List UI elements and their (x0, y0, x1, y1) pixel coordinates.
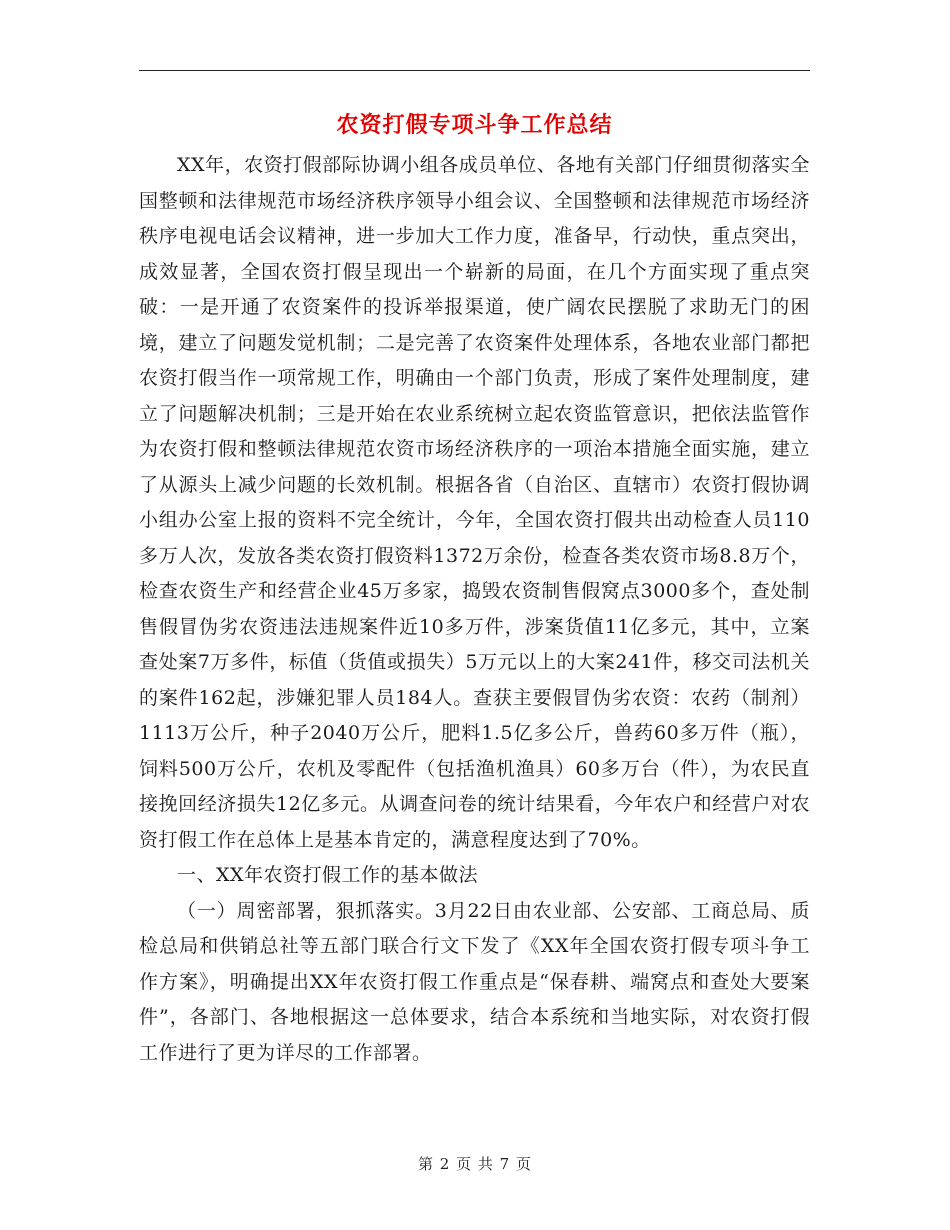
section-heading: 一、XX年农资打假工作的基本做法 (177, 864, 479, 886)
document-title: 农资打假专项斗争工作总结 (336, 112, 613, 138)
paragraph-summary: XX年，农资打假部际协调小组各成员单位、各地有关部门仔细贯彻落实全国整顿和法律规范市场经济秩序领导小组会议、全国整顿和法律规范市场经济秩序电视电话会议精神，进一步加大工作力度，准备早，行动快，重点突出，成效显著，全国农资打假呈现出一个崭新的局面，在几个方面实现了重点突破：一是开通了农资案件的投诉举报渠道，使广阔农民摆脱了求助无门的困境，建立了问题发觉机制；二是完善了农资案件处理体系，各地农业部门都把农资打假当作一项常规工作，明确由一个部门负责，形成了案件处理制度，建立了问题解决机制；三是开始在农业系统树立起农资监管意识，把依法监管作为农资打假和整顿法律规范农资市场经济秩序的一项治本措施全面实施，建立了从源头上减少问题的长效机制。根据各省（自治区、直辖市）农资打假协调小组办公室上报的资料不完全统计，今年，全国农资打假共出动检查人员110多万人次，发放各类农资打假资料1372万余份，检查各类农资市场8.8万个，检查农资生产和经营企业45万多家，捣毁农资制售假窝点3000多个，查处制售假冒伪劣农资违法违规案件近10多万件，涉案货值11亿多元，其中，立案查处案7万多件，标值（货值或损失）5万元以上的大案241件，移交司法机关的案件162起，涉嫌犯罪人员184人。查获主要假冒伪劣农资：农药（制剂）1113万公斤，种子2040万公斤，肥料1.5亿多公斤，兽药60多万件（瓶），饲料500万公斤，农机及零配件（包括渔机渔具）60多万台（件），为农民直接挽回经济损失12亿多元。从调查问卷的统计结果看，今年农户和经营户对农资打假工作在总体上是基本肯定的，满意程度达到了70%。 (139, 154, 810, 851)
page-footer: 第 2 页 共 7 页 (418, 1155, 532, 1173)
paragraph-deployment: （一）周密部署，狠抓落实。3月22日由农业部、公安部、工商总局、质检总局和供销总社等五部门联合行文下发了《XX年全国农资打假专项斗争工作方案》，明确提出XX年农资打假工作重点是“保春耕、端窝点和查处大要案件”，各部门、各地根据这一总体要求，结合本系统和当地实际，对农资打假工作进行了更为详尽的工作部署。 (139, 899, 810, 1064)
header-rule (139, 70, 810, 71)
document-body (139, 148, 810, 1071)
